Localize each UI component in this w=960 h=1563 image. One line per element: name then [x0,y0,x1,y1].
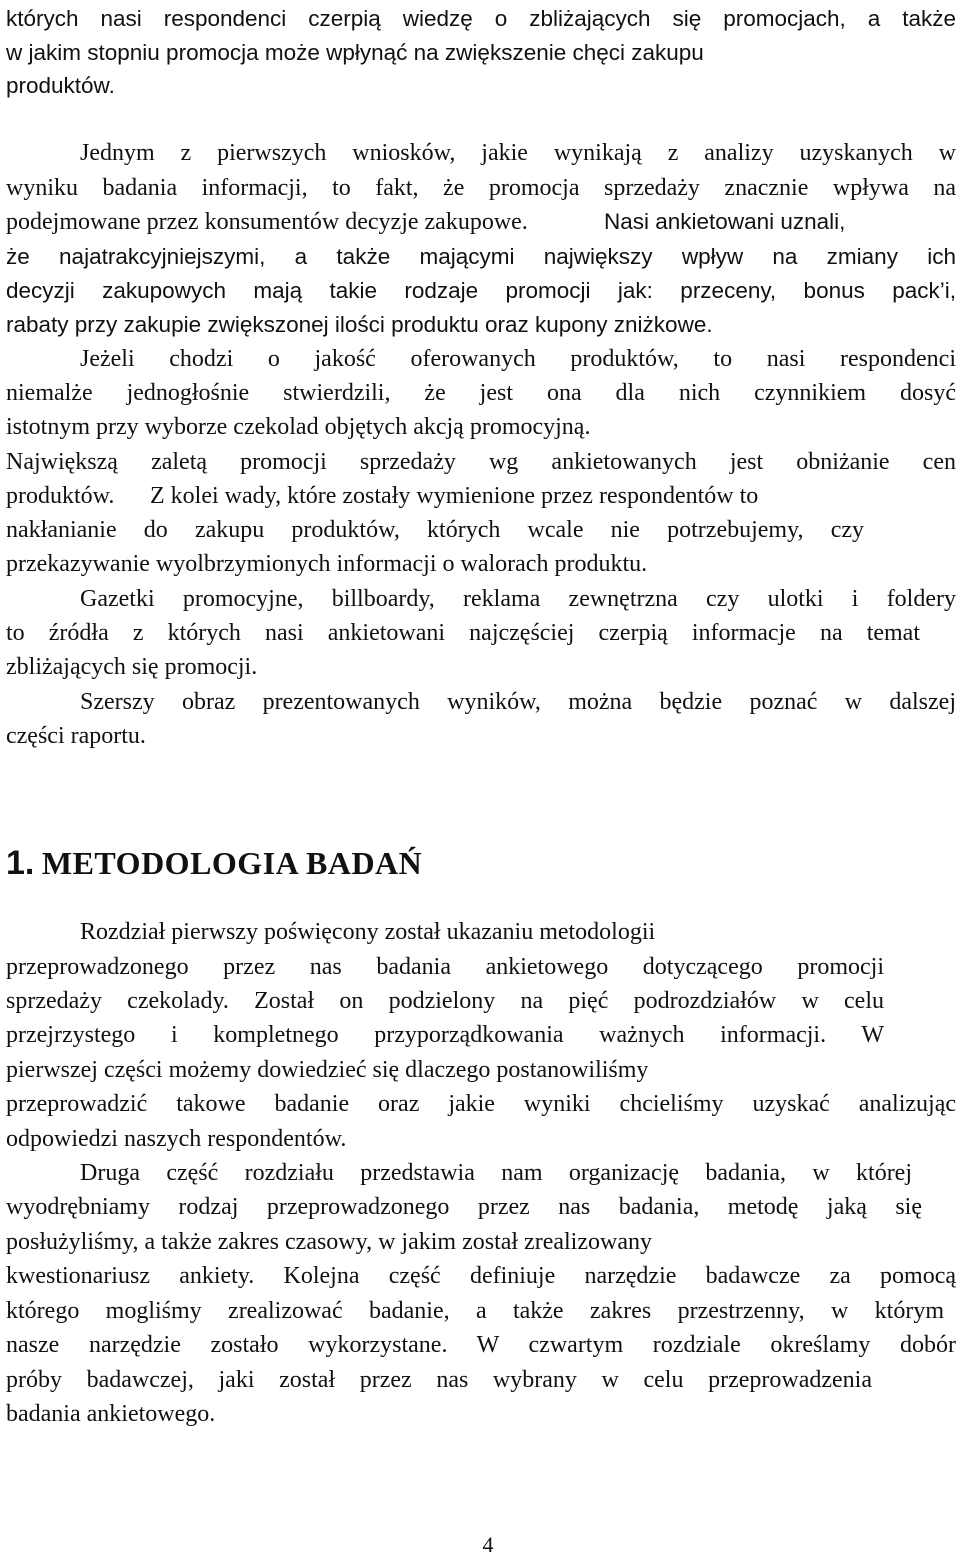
text-line: istotnym przy wyborze czekolad objętych akcją promocyjną. [6,414,591,440]
text-line: zbliżających się promocji. [6,654,258,680]
text-line: których nasi respondenci czerpią wiedzę o zbliżających się promocjach, a także [6,6,956,31]
page-number: 4 [482,1532,494,1557]
text-line: sprzedaży czekolady. Został on podzielony na pięć podrozdziałów w celu [6,988,884,1014]
text-line: Jeżeli chodzi o jakość oferowanych produktów, to nasi respondenci [80,346,956,372]
text-line: Gazetki promocyjne, billboardy, reklama zewnętrzna czy ulotki i foldery [80,586,956,612]
text-line: Z kolei wady, które zostały wymienione przez respondentów to [150,483,759,509]
text-line: przejrzystego i kompletnego przyporządkowania ważnych informacji. W [6,1022,884,1048]
text-line: rabaty przy zakupie zwiększonej ilości produktu oraz kupony zniżkowe. [6,312,713,337]
text-line: wyniku badania informacji, to fakt, że promocja sprzedaży znacznie wpływa na [6,175,956,201]
text-line: Druga część rozdziału przedstawia nam organizację badania, w której [80,1160,912,1186]
text-line: produktów. [6,483,115,509]
text-line: posłużyliśmy, a także zakres czasowy, w jakim został zrealizowany [6,1229,652,1255]
text-line: Największą zaletą promocji sprzedaży wg ankietowanych jest obniżanie cen [6,449,956,475]
text-line: Rozdział pierwszy poświęcony został ukazaniu metodologii [80,919,656,945]
text-line: przeprowadzić takowe badanie oraz jakie wyniki chcieliśmy uzyskać analizując [6,1091,956,1117]
text-line: próby badawczej, jaki został przez nas wybrany w celu przeprowadzenia [6,1367,872,1393]
text-line: Szerszy obraz prezentowanych wyników, można będzie poznać w dalszej [80,689,956,715]
text-line: niemalże jednogłośnie stwierdzili, że jest ona dla nich czynnikiem dosyć [6,380,956,406]
text-line: przeprowadzonego przez nas badania ankietowego dotyczącego promocji [6,954,884,980]
text-line: Nasi ankietowani uznali, [604,209,846,234]
text-line: wyodrębniamy rodzaj przeprowadzonego przez nas badania, metodę jaką się [6,1194,922,1220]
text-line: Jednym z pierwszych wniosków, jakie wynikają z analizy uzyskanych w [80,140,956,166]
text-line: badania ankietowego. [6,1401,216,1427]
text-line: części raportu. [6,723,146,749]
text-line: nasze narzędzie zostało wykorzystane. W czwartym rozdziale określamy dobór [6,1332,956,1358]
heading-number: 1. [6,844,35,882]
heading-title: METODOLOGIA BADAŃ [41,845,423,881]
text-line: że najatrakcyjniejszymi, a także mającymi największy wpływ na zmiany ich [6,244,956,269]
section-heading [6,842,422,884]
text-line: to źródła z których nasi ankietowani najczęściej czerpią informacje na temat [6,620,920,646]
text-line: nakłanianie do zakupu produktów, których wcale nie potrzebujemy, czy [6,517,864,543]
text-line: decyzji zakupowych mają takie rodzaje promocji jak: przeceny, bonus pack’i, [6,278,956,303]
text-line: odpowiedzi naszych respondentów. [6,1126,347,1152]
text-line: kwestionariusz ankiety. Kolejna część definiuje narzędzie badawcze za pomocą [6,1263,956,1289]
text-line: którego mogliśmy zrealizować badanie, a także zakres przestrzenny, w którym [6,1298,944,1324]
text-line: produktów. [6,73,115,98]
text-line: w jakim stopniu promocja może wpłynąć na zwiększenie chęci zakupu [6,40,704,65]
text-line: podejmowane przez konsumentów decyzje zakupowe. [6,209,528,235]
text-line: przekazywanie wyolbrzymionych informacji o walorach produktu. [6,551,648,577]
text-line: pierwszej części możemy dowiedzieć się dlaczego postanowiliśmy [6,1057,649,1083]
